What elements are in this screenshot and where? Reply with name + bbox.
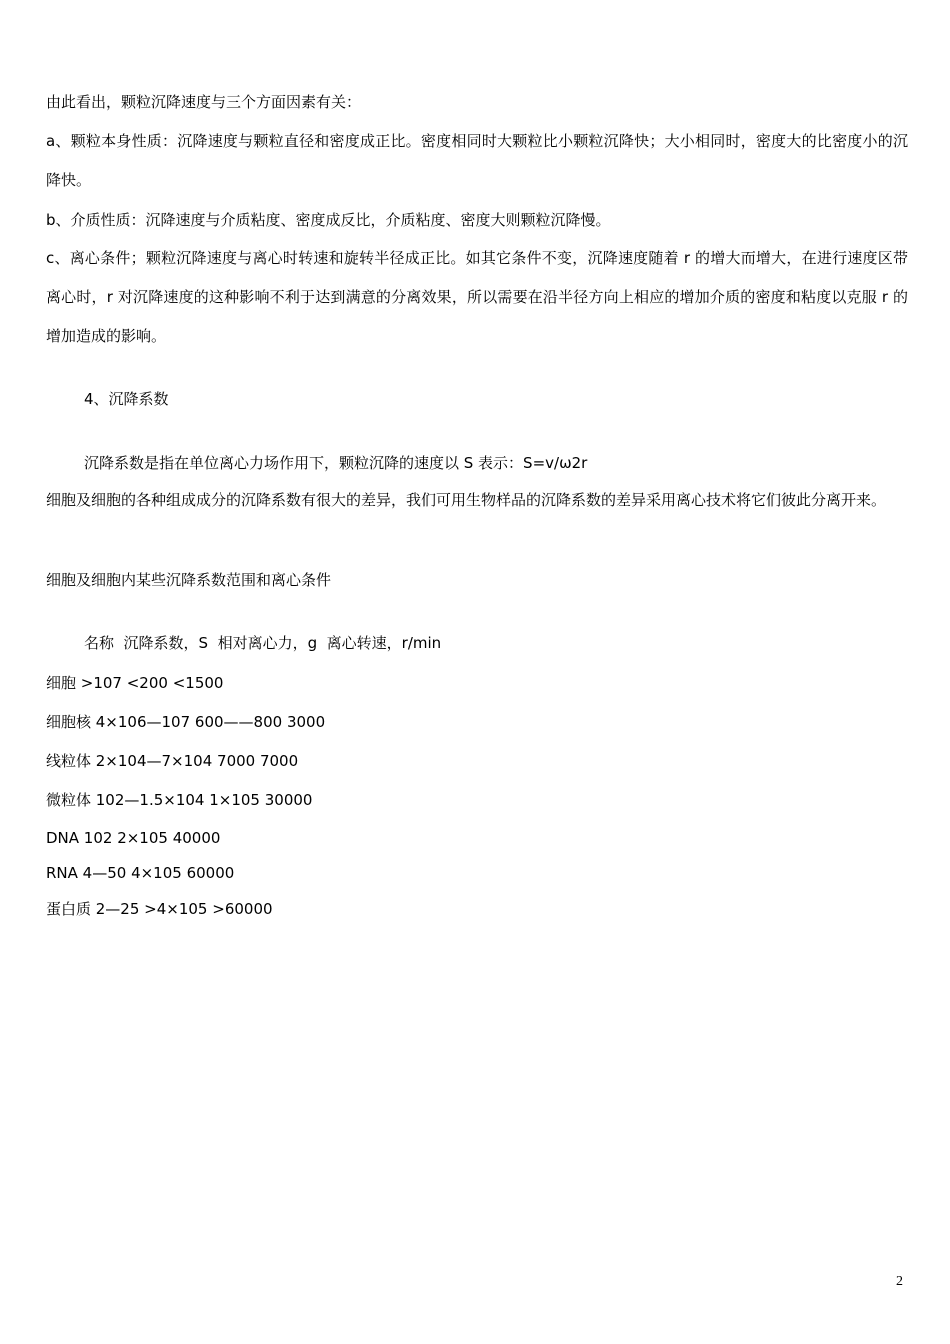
table-row: 微粒体 102—1.5×104 1×105 30000: [46, 791, 313, 809]
paragraph-c-centrifugal-conditions: c、离心条件；颗粒沉降速度与离心时转速和旋转半径成正比。如其它条件不变，沉降速度随着 r 的增大而增大，在进行速度区带离心时，r 对沉降速度的这种影响不利于达到满意的分离效果，所以需要在沿半径方向上相应的增加介质的密度和粘度以克服 r 的增加造成的影响。: [46, 249, 908, 345]
paragraph-a-particle-properties: a、颗粒本身性质：沉降速度与颗粒直径和密度成正比。密度相同时大颗粒比小颗粒沉降快；大小相同时，密度大的比密度小的沉降快。: [46, 132, 908, 189]
table-title: 细胞及细胞内某些沉降系数范围和离心条件: [46, 571, 332, 589]
table-row: RNA 4—50 4×105 60000: [46, 864, 235, 882]
table-row: 蛋白质 2—25 >4×105 >60000: [46, 900, 273, 918]
sedimentation-coefficient-definition: 沉降系数是指在单位离心力场作用下，颗粒沉降的速度以 S 表示：S=v/ω2r: [84, 454, 588, 472]
sedimentation-coefficient-heading: 4、沉降系数: [84, 390, 169, 408]
table-row: 细胞 >107 <200 <1500: [46, 674, 224, 692]
table-row: 细胞核 4×106—107 600——800 3000: [46, 713, 326, 731]
table-row: 线粒体 2×104—7×104 7000 7000: [46, 752, 299, 770]
table-header: 名称 沉降系数，S 相对离心力，g 离心转速，r/min: [84, 634, 442, 652]
table-row: DNA 102 2×105 40000: [46, 829, 221, 847]
sedimentation-difference-paragraph: 细胞及细胞的各种组成成分的沉降系数有很大的差异，我们可用生物样品的沉降系数的差异采用离心技术将它们彼此分离开来。: [46, 491, 887, 509]
page-number: 2: [896, 1274, 903, 1289]
paragraph-b-medium-properties: b、介质性质：沉降速度与介质粘度、密度成反比，介质粘度、密度大则颗粒沉降慢。: [46, 211, 611, 229]
intro-paragraph: 由此看出，颗粒沉降速度与三个方面因素有关：: [46, 93, 362, 111]
